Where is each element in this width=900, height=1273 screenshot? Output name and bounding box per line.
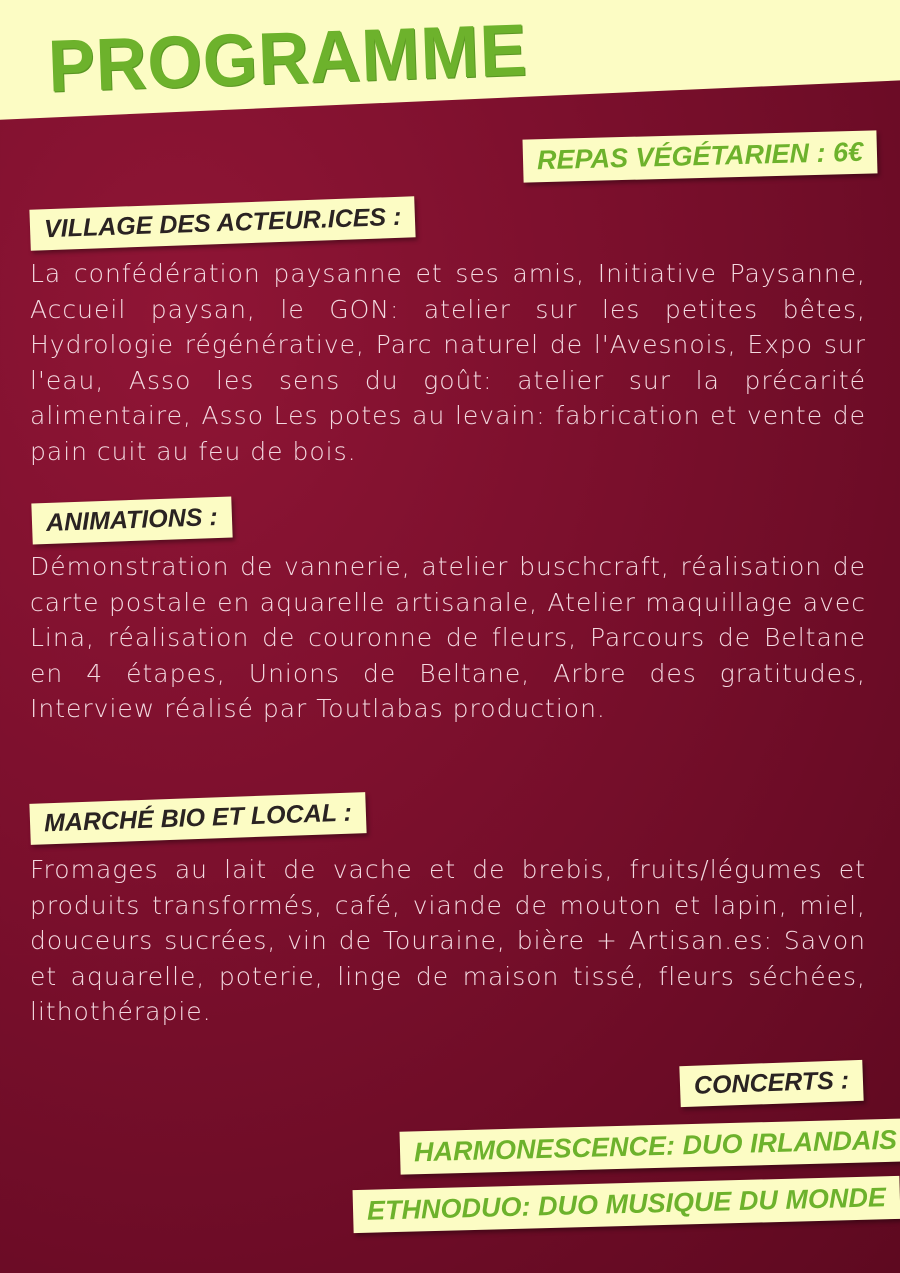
concerts-heading: CONCERTS : (679, 1060, 863, 1107)
concert-item-1: HARMONESCENCE: DUO IRLANDAIS (400, 1118, 900, 1174)
village-heading: VILLAGE DES ACTEUR.ICES : (29, 196, 416, 250)
repas-label: REPAS VÉGÉTARIEN : 6€ (522, 130, 877, 182)
concert-item-2: ETHNODUO: DUO MUSIQUE DU MONDE (353, 1176, 900, 1233)
animations-heading: ANIMATIONS : (31, 497, 232, 545)
animations-text: Démonstration de vannerie, atelier buschcraft, réalisation de carte postale en aquarelle artisanale, Atelier maquillage avec Lina, réalisation de couronne de fleurs, Parcours de Beltane en 4 étapes, Unions de Beltane, Arbre des gratitudes, Interview réalisé par Toutlabas production. (30, 552, 866, 723)
marche-text: Fromages au lait de vache et de brebis, fruits/légumes et produits transformés, café, viande de mouton et lapin, miel, douceurs sucrées, vin de Touraine, bière + Artisan.es: Savon et aquarelle, poterie, linge de maison tissé, fleurs séchées, lithothérapie. (30, 855, 866, 1026)
village-text: La confédération paysanne et ses amis, Initiative Paysanne, Accueil paysan, le GON: atelier sur les petites bêtes, Hydrologie régénérative, Parc naturel de l'Avesnois, Expo sur l'eau, Asso les sens du goût: atelier sur la précarité alimentaire, Asso Les potes au levain: fabrication et vente de pain cuit au feu de bois. (30, 259, 866, 466)
marche-heading: MARCHÉ BIO ET LOCAL : (29, 792, 366, 845)
page-title: PROGRAMME (46, 8, 529, 108)
